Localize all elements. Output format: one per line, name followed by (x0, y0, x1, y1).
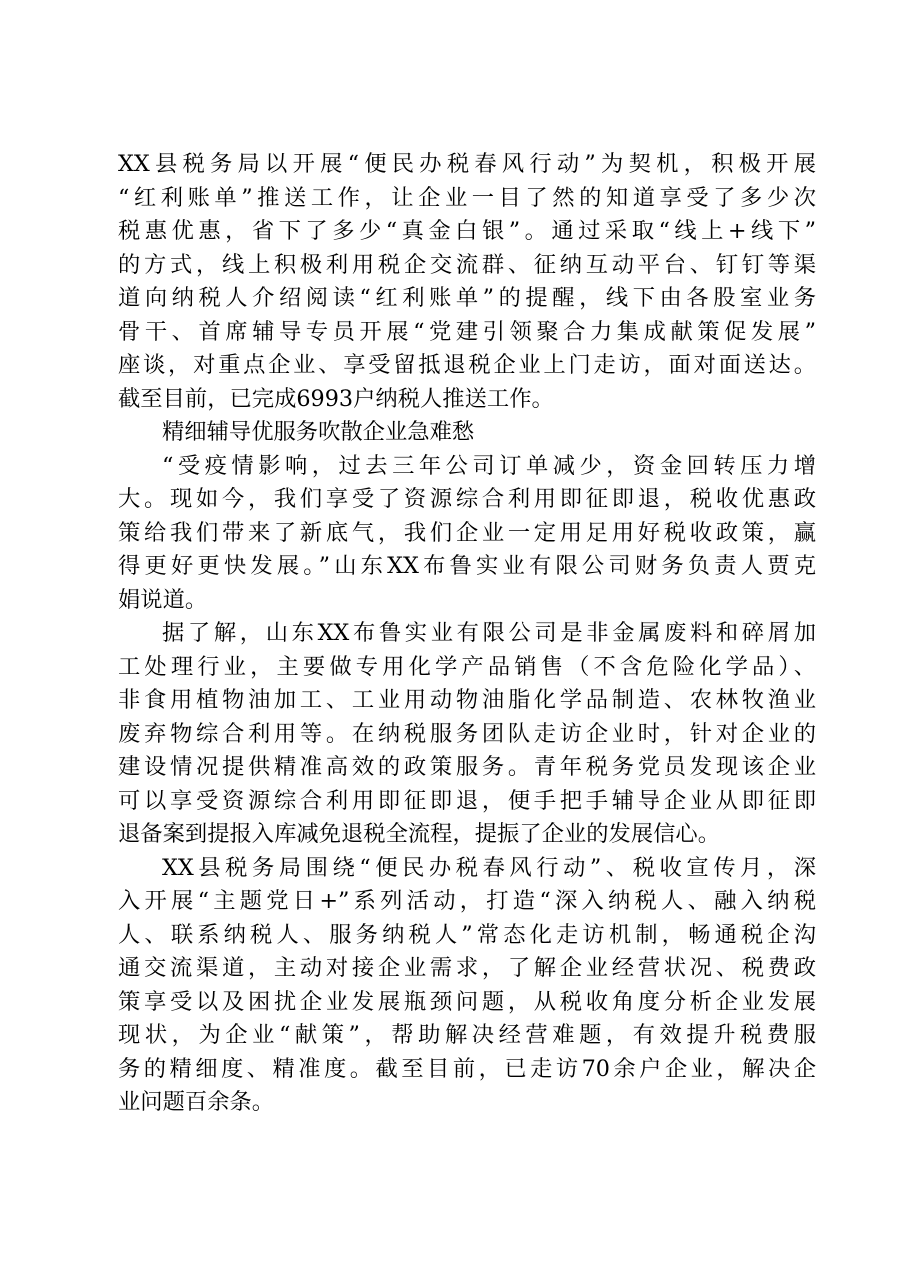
paragraph-company (118, 617, 816, 852)
text-line: 策享受以及困扰企业发展瓶颈问题，从税收角度分析企业发展 (118, 988, 816, 1015)
text-line: 非食用植物油加工、工业用动物油脂化学品制造、农林牧渔业 (118, 687, 816, 713)
text-line: 截至目前，已完成6993户纳税人推送工作。 (118, 385, 554, 412)
text-line: 娟说道。 (118, 586, 208, 613)
text-line: 可以享受资源综合利用即征即退，便手把手辅导企业从即征即 (118, 787, 816, 814)
text-line: 工处理行业，主要做专用化学产品销售（不含危险化学品）、 (118, 653, 816, 680)
text-line: 入开展“主题党日+”系列活动，打造“深入纳税人、融入纳税 (118, 888, 816, 914)
paragraph-red-bill (118, 148, 816, 416)
text-line: 建设情况提供精准高效的政策服务。青年税务党员发现该企业 (118, 754, 816, 780)
paragraph-quote (118, 450, 816, 618)
text-line: 通交流渠道，主动对接企业需求，了解企业经营状况、税费政 (118, 955, 816, 981)
text-line: 座谈，对重点企业、享受留抵退税企业上门走访，面对面送达。 (118, 352, 816, 378)
text-line: 业问题百余条。 (118, 1089, 275, 1115)
text-line: 据了解，山东XX布鲁实业有限公司是非金属废料和碎屑加 (162, 620, 816, 646)
text-line: 的方式，线上积极利用税企交流群、征纳互动平台、钉钉等渠 (118, 251, 816, 278)
text-line: 退备案到提报入库减免退税全流程，提振了企业的发展信心。 (118, 821, 721, 847)
text-line: 务的精细度、精准度。截至目前，已走访70余户企业，解决企 (118, 1055, 816, 1082)
text-line: XX县税务局围绕“便民办税春风行动”、税收宣传月，深 (162, 854, 816, 881)
text-line: XX县税务局以开展“便民办税春风行动”为契机，积极开展 (118, 151, 816, 177)
text-line: “红利账单”推送工作，让企业一目了然的知道享受了多少次 (118, 184, 816, 211)
text-line: “受疫情影响，过去三年公司订单减少，资金回转压力增 (162, 452, 816, 479)
paragraph-visits (118, 852, 816, 1120)
document-body (118, 148, 816, 1120)
text-line: 策给我们带来了新底气，我们企业一定用足用好税收政策，赢 (118, 519, 816, 546)
text-line: 大。现如今，我们享受了资源综合利用即征即退，税收优惠政 (118, 486, 816, 512)
text-line: 现状，为企业“献策”，帮助解决经营难题，有效提升税费服 (118, 1022, 816, 1048)
text-line: 道向纳税人介绍阅读“红利账单”的提醒，线下由各股室业务 (118, 285, 816, 311)
text-line: 废弃物综合利用等。在纳税服务团队走访企业时，针对企业的 (118, 720, 816, 747)
text-line: 税惠优惠，省下了多少“真金白银”。通过采取“线上+线下” (118, 218, 816, 244)
text-line: 人、联系纳税人、服务纳税人”常态化走访机制，畅通税企沟 (118, 921, 816, 948)
section-subheading: 精细辅导优服务吹散企业急难愁 (162, 419, 475, 445)
text-line: 骨干、首席辅导专员开展“党建引领聚合力集成献策促发展” (118, 318, 816, 345)
text-line: 得更好更快发展。”山东XX布鲁实业有限公司财务负责人贾克 (118, 553, 816, 579)
